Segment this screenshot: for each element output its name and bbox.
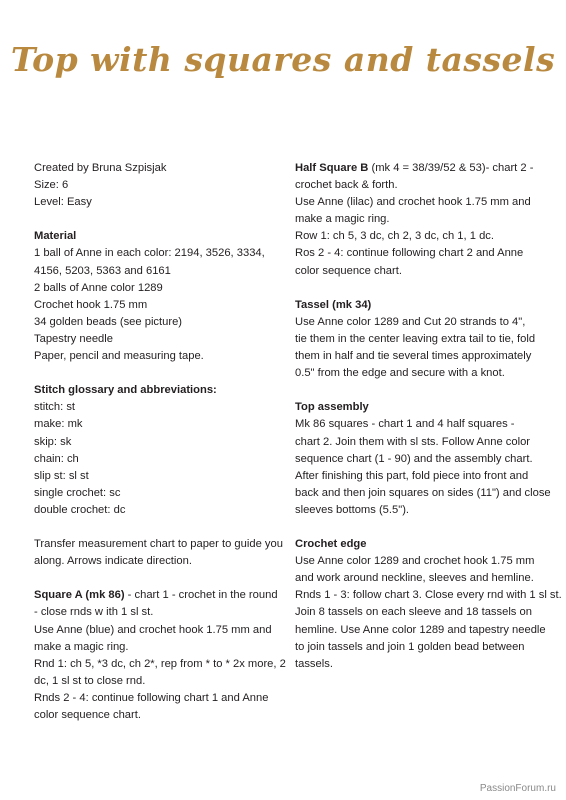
size-line: Size: 6 xyxy=(34,179,69,192)
square-a-line: color sequence chart. xyxy=(34,709,141,721)
square-a-heading-line xyxy=(34,587,278,604)
assembly-line: After finishing this part, fold piece into front and xyxy=(295,469,529,482)
tassel-heading: Tassel (mk 34) xyxy=(295,298,372,311)
material-line: 34 golden beads (see picture) xyxy=(34,315,183,328)
tassel-line: 0.5" from the edge and secure with a knot. xyxy=(295,367,505,380)
material-line: Crochet hook 1.75 mm xyxy=(34,298,148,311)
half-square-heading-line xyxy=(295,160,540,177)
glossary-line: make: mk xyxy=(34,418,83,431)
assembly-line: back and then join squares on sides (11") and close xyxy=(295,486,551,499)
half-square-heading: Half Square B xyxy=(295,162,369,174)
glossary-line: stitch: st xyxy=(34,401,76,414)
edge-line: Use Anne color 1289 and crochet hook 1.75 mm xyxy=(295,555,535,568)
tassel-line: tie them in the center leaving extra tail to tie, fold xyxy=(295,332,536,345)
half-square-line: Row 1: ch 5, 3 dc, ch 2, 3 dc, ch 1, 1 dc. xyxy=(295,230,494,243)
material-line: Tapestry needle xyxy=(34,332,113,345)
square-a-heading-rest: - chart 1 - crochet in the round xyxy=(124,589,278,602)
assembly-line: chart 2. Join them with sl sts. Follow Anne color xyxy=(295,435,531,448)
watermark: PassionForum.ru xyxy=(479,783,556,794)
tassel-line: Use Anne color 1289 and Cut 20 strands to 4", xyxy=(295,315,526,328)
half-square-line: Use Anne (lilac) and crochet hook 1.75 mm and xyxy=(295,196,531,209)
edge-line: Rnds 1 - 3: follow chart 3. Close every rnd with 1 sl st. xyxy=(295,589,562,602)
edge-line: hemline. Use Anne color 1289 and tapestry needle xyxy=(295,623,546,636)
glossary-line: double crochet: dc xyxy=(34,503,126,516)
edge-line: to join tassels and join 1 golden bead between xyxy=(295,640,525,653)
assembly-line: Mk 86 squares - chart 1 and 4 half squares - xyxy=(295,418,515,431)
transfer-line: Transfer measurement chart to paper to guide you xyxy=(34,538,283,551)
glossary-heading: Stitch glossary and abbreviations: xyxy=(34,384,217,397)
half-square-line: crochet back & forth. xyxy=(295,179,398,192)
material-heading: Material xyxy=(34,230,77,243)
material-line: Paper, pencil and measuring tape. xyxy=(34,350,204,363)
assembly-line: sequence chart (1 - 90) and the assembly chart. xyxy=(295,452,533,465)
half-square-heading-rest: (mk 4 = 38/39/52 & 53)- chart 2 - xyxy=(368,162,534,174)
right-column xyxy=(295,160,562,673)
material-line: 2 balls of Anne color 1289 xyxy=(34,281,163,294)
glossary-line: chain: ch xyxy=(34,452,79,465)
assembly-line: sleeves bottoms (5.5"). xyxy=(295,503,410,516)
edge-line: and work around neckline, sleeves and hemline. xyxy=(295,572,534,585)
square-a-line: Rnd 1: ch 5, *3 dc, ch 2*, rep from * to * 2x more, 2 xyxy=(34,657,286,670)
material-line: 1 ball of Anne in each color: 2194, 3526, 3334, xyxy=(34,247,265,260)
material-line: 4156, 5203, 5363 and 6161 xyxy=(34,264,171,277)
half-square-line: color sequence chart. xyxy=(295,264,402,277)
page-title: Top with squares and tassels xyxy=(10,40,556,79)
square-a-line: make a magic ring. xyxy=(34,640,129,653)
square-a-line: Use Anne (blue) and crochet hook 1.75 mm and xyxy=(34,623,272,636)
glossary-line: slip st: sl st xyxy=(34,469,89,482)
glossary-line: single crochet: sc xyxy=(34,486,121,499)
square-a-line: Rnds 2 - 4: continue following chart 1 and Anne xyxy=(34,691,269,704)
credit-line: Created by Bruna Szpisjak xyxy=(34,162,167,174)
square-a-line: dc, 1 sl st to close rnd. xyxy=(34,674,146,687)
half-square-line: make a magic ring. xyxy=(295,213,390,226)
transfer-line: along. Arrows indicate direction. xyxy=(34,555,192,568)
assembly-heading: Top assembly xyxy=(295,401,369,414)
square-a-heading: Square A (mk 86) xyxy=(34,589,125,602)
glossary-line: skip: sk xyxy=(34,435,72,448)
tassel-line: them in half and tie several times approximately xyxy=(295,350,532,363)
left-column xyxy=(34,160,286,724)
edge-line: Join 8 tassels on each sleeve and 18 tassels on xyxy=(295,606,532,619)
square-a-line: - close rnds w ith 1 sl st. xyxy=(34,606,154,619)
level-line: Level: Easy xyxy=(34,196,92,209)
edge-line: tassels. xyxy=(295,657,333,670)
edge-heading: Crochet edge xyxy=(295,538,367,551)
half-square-line: Ros 2 - 4: continue following chart 2 and Anne xyxy=(295,247,524,260)
